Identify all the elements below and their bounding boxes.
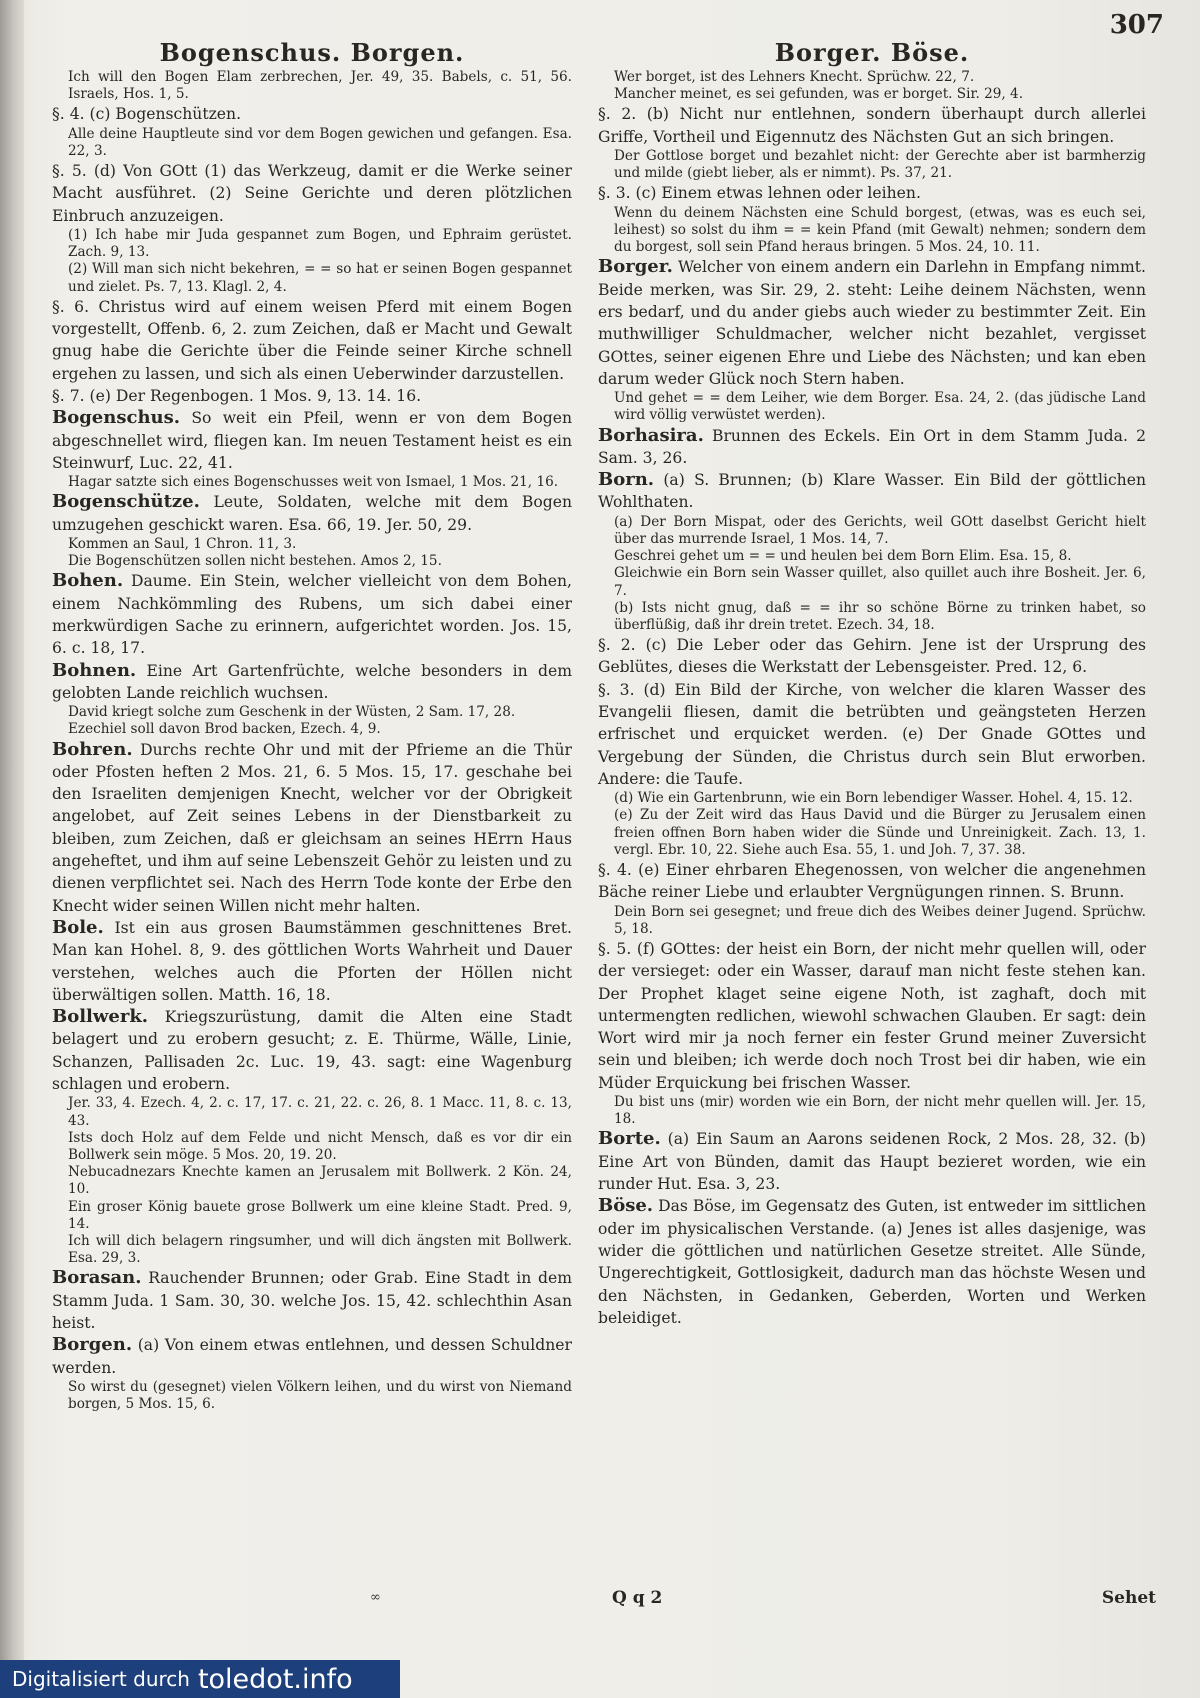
entry-text: Das Böse, im Gegensatz des Guten, ist entweder im sittlichen oder im physicalischen Verstande. (a) Jenes ist alles dasjenige, was wider die göttlichen und natürlichen Gesetze streitet. Alle Sünde, Ungerechtigkeit, Gottlosigkeit, dadurch man das höchste Wesen und den Nächsten, in Gedanken, Geberden, Worten und Werken beleidiget.	[598, 1197, 1146, 1327]
dictionary-entry	[52, 917, 572, 1006]
banner-prefix: Digitalisiert durch	[12, 1667, 190, 1691]
entry-headword: Bollwerk.	[52, 1006, 149, 1028]
entry-text: Alle deine Hauptleute sind vor dem Bogen gewichen und gefangen. Esa. 22, 3.	[68, 125, 572, 159]
entry-text: Die Bogenschützen sollen nicht bestehen. Amos 2, 15.	[68, 553, 442, 570]
scripture-quote	[52, 1199, 572, 1233]
scripture-quote	[598, 565, 1146, 599]
entry-text: Dein Born sei gesegnet; und freue dich des Weibes deiner Jugend. Sprüchw. 5, 18.	[614, 903, 1146, 937]
entry-text: §. 7. (e) Der Regenbogen. 1 Mos. 9, 13. 14. 16.	[52, 387, 422, 405]
entry-headword: Böse.	[598, 1195, 654, 1217]
entry-text: Daume. Ein Stein, welcher vielleicht von dem Bohen, einem Nachkömmling des Rubens, um sich dabei einer merkwürdigen Sache zu erinnern, aufgerichtet worden. Jos. 15, 6. c. 18, 17.	[52, 572, 572, 658]
scripture-quote	[52, 261, 572, 295]
entry-headword: Bohnen.	[52, 659, 137, 681]
page-number: 307	[1109, 10, 1164, 40]
dictionary-entry	[598, 182, 1146, 204]
right-column	[598, 38, 1146, 1329]
entry-headword: Bogenschus.	[52, 407, 181, 429]
dictionary-entry	[598, 469, 1146, 514]
scripture-quote	[52, 1379, 572, 1413]
ornament: ∞	[370, 1590, 381, 1605]
dictionary-entry	[598, 859, 1146, 904]
entry-headword: Borte.	[598, 1128, 661, 1150]
banner-brand: toledot.info	[197, 1663, 353, 1695]
entry-text: Jer. 33, 4. Ezech. 4, 2. c. 17, 17. c. 21, 22. c. 26, 8. 1 Macc. 11, 8. c. 13, 43.	[68, 1095, 572, 1129]
scripture-quote	[598, 790, 1146, 807]
left-running-header: Bogenschus. Borgen.	[159, 38, 465, 67]
scripture-quote	[52, 553, 572, 570]
scripture-quote	[598, 205, 1146, 257]
scripture-quote	[52, 1095, 572, 1129]
scripture-quote	[598, 904, 1146, 938]
scripture-quote	[598, 514, 1146, 548]
right-entries	[598, 69, 1146, 1329]
catchword: Sehet	[1101, 1588, 1156, 1608]
entry-headword: Borger.	[598, 256, 673, 278]
scripture-quote	[52, 1164, 572, 1198]
dictionary-entry	[598, 679, 1146, 790]
dictionary-entry	[52, 739, 572, 917]
entry-text: (2) Will man sich nicht bekehren, = = so hat er seinen Bogen gespannet und zielet. Ps. 7, 13. Klagl. 2, 4.	[68, 261, 572, 295]
entry-text: Ists doch Holz auf dem Felde und nicht Mensch, daß es vor dir ein Bollwerk sein möge. 5 Mos. 20, 19. 20.	[68, 1129, 572, 1163]
entry-headword: Born.	[598, 469, 655, 491]
entry-text: Geschrei gehet um = = und heulen bei dem Born Elim. Esa. 15, 8.	[614, 548, 1072, 565]
scripture-quote	[598, 600, 1146, 634]
scripture-quote	[52, 536, 572, 553]
entry-headword: Bohren.	[52, 738, 133, 760]
entry-text: §. 5. (d) Von GOtt (1) das Werkzeug, damit er die Werke seiner Macht ausführet. (2) Seine Gerichte und deren plötzlichen Einbruch anzuzeigen.	[52, 162, 572, 225]
entry-headword: Borgen.	[52, 1334, 133, 1356]
entry-text: (a) Von einem etwas entlehnen, und dessen Schuldner werden.	[52, 1336, 572, 1377]
dictionary-entry	[52, 407, 572, 474]
entry-text: So wirst du (gesegnet) vielen Völkern leihen, und du wirst von Niemand borgen, 5 Mos. 15, 6.	[68, 1378, 572, 1413]
entry-text: Ezechiel soll davon Brod backen, Ezech. 4, 9.	[68, 721, 381, 738]
entry-text: Wer borget, ist des Lehners Knecht. Sprüchw. 22, 7.	[614, 69, 975, 85]
dictionary-entry	[52, 103, 572, 125]
entry-text: (d) Wie ein Gartenbrunn, wie ein Born lebendiger Wasser. Hohel. 4, 15. 12.	[614, 790, 1133, 807]
entry-text: Durchs rechte Ohr und mit der Pfrieme an die Thür oder Pfosten heften 2 Mos. 21, 6. 5 Mos. 15, 17. geschahe bei den Israeliten demjenigen Knecht, welcher vor der Obrigkeit angelobet, auf Zeit seines Lebens in der Dienstbarkeit zu bleiben, zum Zeichen, daß er gleichsam an seines HErrn Haus angeheftet, und ihm auf seine Lebenszeit Gehör zu leisten und zu dienen verpflichtet sei. Nach des Herrn Tode konte der Erbe den Knecht wider seinen Willen nicht mehr halten.	[52, 740, 572, 915]
dictionary-entry	[598, 256, 1146, 390]
scripture-quote	[598, 548, 1146, 565]
entry-text: Ist ein aus grosen Baumstämmen geschnittenes Bret. Man kan Hohel. 8, 9. des göttlichen Worts Wahrheit und Dauer verstehen, welches auch die Pforten der Höllen nicht überwältigen sollen. Matth. 16, 18.	[52, 918, 572, 1004]
scripture-quote	[52, 227, 572, 261]
entry-headword: Borhasira.	[598, 424, 704, 446]
scripture-quote	[52, 704, 572, 721]
dictionary-entry	[52, 296, 572, 385]
scripture-quote	[598, 807, 1146, 859]
dictionary-entry	[598, 103, 1146, 148]
digitization-banner[interactable]	[0, 1660, 400, 1698]
entry-text: (a) Der Born Mispat, oder des Gerichts, weil GOtt daselbst Gericht hielt über das murrende Israel, 1 Mos. 14, 7.	[614, 513, 1146, 547]
entry-text: Nebucadnezars Knechte kamen an Jerusalem mit Bollwerk. 2 Kön. 24, 10.	[68, 1164, 572, 1198]
entry-headword: Borasan.	[52, 1267, 142, 1289]
entry-text: So weit ein Pfeil, wenn er von dem Bogen abgeschnellet wird, fliegen kan. Im neuen Testament heist es ein Steinwurf, Luc. 22, 41.	[52, 409, 572, 472]
entry-text: Der Gottlose borget und bezahlet nicht: der Gerechte aber ist barmherzig und milde (giebt lieber, als er nimmt). Ps. 37, 21.	[614, 148, 1146, 182]
entry-text: Eine Art Gartenfrüchte, welche besonders in dem gelobten Lande reichlich wuchsen.	[52, 661, 572, 702]
entry-headword: Bohen.	[52, 570, 124, 592]
dictionary-entry	[598, 425, 1146, 470]
left-column	[52, 38, 572, 1413]
scripture-quote	[52, 721, 572, 738]
entry-text: §. 5. (f) GOttes: der heist ein Born, der nicht mehr quellen will, oder der versieget: oder ein Wasser, darauf man nicht feste stehen kan. Der Prophet klaget seine eigene Noth, ist zaghaft, doch mit untermengten redlichen, wiewohl schwachen Glauben. Er sagt: dein Wort wird mir ja noch ferner ein fester Grund meiner Zuversicht sein und bleiben; ich werde doch noch Trost bei dir haben, wie ein Müder Erquickung bei frischen Wasser.	[598, 940, 1146, 1092]
scripture-quote	[598, 1094, 1146, 1128]
dictionary-entry	[52, 660, 572, 705]
dictionary-entry	[598, 1128, 1146, 1195]
dictionary-entry	[598, 938, 1146, 1094]
left-entries	[52, 69, 572, 1413]
entry-text: Kommen an Saul, 1 Chron. 11, 3.	[68, 535, 297, 552]
entry-text: Ich will dich belagern ringsumher, und will dich ängsten mit Bollwerk. Esa. 29, 3.	[68, 1232, 572, 1267]
entry-headword: Bole.	[52, 916, 104, 938]
entry-text: (b) Ists nicht gnug, daß = = ihr so schöne Börne zu trinken habet, so überflüßig, daß ihr drein tretet. Ezech. 34, 18.	[614, 599, 1146, 633]
entry-text: Welcher von einem andern ein Darlehn in Empfang nimmt. Beide merken, was Sir. 29, 2. steht: Leihe deinem Nächsten, wenn ers bedarf, und du ander giebs auch wieder zu bestimmter Zeit. Ein muthwilliger Schuldmacher, welcher nicht bezahlet, vergisset GOttes, seiner eigenen Ehre und Liebe des Nächsten; und kan eben darum weder Glück noch Stern haben.	[598, 258, 1146, 388]
entry-text: Leute, Soldaten, welche mit dem Bogen umzugehen geschickt waren. Esa. 66, 19. Jer. 50, 29.	[52, 493, 572, 534]
entry-text: Ich will den Bogen Elam zerbrechen, Jer. 49, 35. Babels, c. 51, 56. Israels, Hos. 1, 5.	[68, 69, 572, 103]
entry-text: §. 3. (d) Ein Bild der Kirche, von welcher die klaren Wasser des Evangelii fliesen, damit die betrübten und geängsteten Herzen erfrischet und erquicket werden. (e) Der Gnade GOttes und Vergebung der Sünden, die Christus durch sein Blut erworben. Andere: die Taufe.	[598, 680, 1146, 788]
scripture-quote	[598, 69, 1146, 86]
entry-text: Ein groser König bauete grose Bollwerk um eine kleine Stadt. Pred. 9, 14.	[68, 1198, 572, 1232]
dictionary-entry	[52, 1334, 572, 1379]
entry-text: Wenn du deinem Nächsten eine Schuld borgest, (etwas, was es euch sei, leihest) so solst du ihm = = kein Pfand (mit Gewalt) nehmen; sondern dem du borgest, soll sein Pfand heraus bringen. 5 Mos. 24, 10. 11.	[614, 204, 1146, 256]
entry-text: §. 3. (c) Einem etwas lehnen oder leihen.	[598, 184, 921, 203]
entry-text: Kriegszurüstung, damit die Alten eine Stadt belagert und zu erobern gesucht; z. E. Thürme, Wälle, Linie, Schanzen, Pallisaden 2c. Luc. 19, 43. sagt: eine Wagenburg schlagen und erobern.	[52, 1008, 572, 1094]
scripture-quote	[52, 474, 572, 491]
entry-text: Rauchender Brunnen; oder Grab. Eine Stadt in dem Stamm Juda. 1 Sam. 30, 30. welche Jos. 15, 42. schlechthin Asan heist.	[52, 1269, 572, 1332]
dictionary-entry	[52, 1006, 572, 1095]
entry-text: (a) Ein Saum an Aarons seidenen Rock, 2 Mos. 28, 32. (b) Eine Art von Bünden, damit das Haupt bezieret worden, wie ein runder Hut. Esa. 3, 23.	[598, 1130, 1146, 1194]
dictionary-entry	[598, 634, 1146, 679]
scripture-quote	[598, 86, 1146, 103]
entry-text: Gleichwie ein Born sein Wasser quillet, also quillet auch ihre Bosheit. Jer. 6, 7.	[614, 565, 1146, 599]
scripture-quote	[52, 1130, 572, 1164]
entry-text: (e) Zu der Zeit wird das Haus David und die Bürger zu Jerusalem einen freien offnen Born haben wider die Sünde und Unreinigkeit. Zach. 13, 1. vergl. Ebr. 10, 22. Siehe auch Esa. 55, 1. und Joh. 7, 37. 38.	[614, 807, 1146, 858]
entry-text: Und gehet = = dem Leiher, wie dem Borger. Esa. 24, 2. (das jüdische Land wird völlig verwüstet werden).	[614, 390, 1146, 424]
entry-text: §. 6. Christus wird auf einem weisen Pferd mit einem Bogen vorgestellt, Offenb. 6, 2. zum Zeichen, daß er Macht und Gewalt gnug habe die Gerichte über die Feinde seiner Kirche schnell ergehen zu lassen, und sich als einen Ueberwinder darzustellen.	[52, 297, 572, 383]
dictionary-entry	[52, 570, 572, 659]
dictionary-entry	[52, 160, 572, 227]
entry-text: (a) S. Brunnen; (b) Klare Wasser. Ein Bild der göttlichen Wohlthaten.	[598, 471, 1146, 512]
dictionary-entry	[52, 491, 572, 536]
entry-text: David kriegt solche zum Geschenk in der Wüsten, 2 Sam. 17, 28.	[68, 704, 516, 721]
entry-text: (1) Ich habe mir Juda gespannet zum Bogen, und Ephraim gerüstet. Zach. 9, 13.	[68, 227, 572, 261]
right-running-header: Borger. Böse.	[774, 38, 970, 67]
entry-headword: Bogenschütze.	[52, 491, 200, 513]
dictionary-entry	[598, 1195, 1146, 1329]
scripture-quote	[52, 126, 572, 160]
scripture-quote	[52, 69, 572, 103]
signature-mark: Q q 2	[612, 1588, 663, 1608]
entry-text: Du bist uns (mir) worden wie ein Born, der nicht mehr quellen will. Jer. 15, 18.	[614, 1094, 1146, 1128]
entry-text: Hagar satzte sich eines Bogenschusses weit von Ismael, 1 Mos. 21, 16.	[68, 474, 559, 491]
entry-text: §. 2. (c) Die Leber oder das Gehirn. Jene ist der Ursprung des Geblütes, dieses die Werkstatt der Lebensgeister. Pred. 12, 6.	[598, 636, 1146, 677]
dictionary-entry	[52, 385, 572, 407]
dictionary-entry	[52, 1267, 572, 1334]
scripture-quote	[598, 148, 1146, 182]
scripture-quote	[52, 1233, 572, 1267]
book-gutter	[0, 0, 24, 1698]
scripture-quote	[598, 390, 1146, 424]
entry-text: §. 4. (c) Bogenschützen.	[52, 105, 242, 124]
entry-text: §. 4. (e) Einer ehrbaren Ehegenossen, von welcher die angenehmen Bäche reiner Liebe und erlaubter Vergnügungen rinnen. S. Brunn.	[598, 861, 1146, 902]
entry-text: §. 2. (b) Nicht nur entlehnen, sondern überhaupt durch allerlei Griffe, Vortheil und Eigennutz des Nächsten Gut an sich bringen.	[598, 105, 1146, 146]
entry-text: Mancher meinet, es sei gefunden, was er borget. Sir. 29, 4.	[614, 86, 1024, 103]
entry-text: Brunnen des Eckels. Ein Ort in dem Stamm Juda. 2 Sam. 3, 26.	[598, 426, 1146, 467]
